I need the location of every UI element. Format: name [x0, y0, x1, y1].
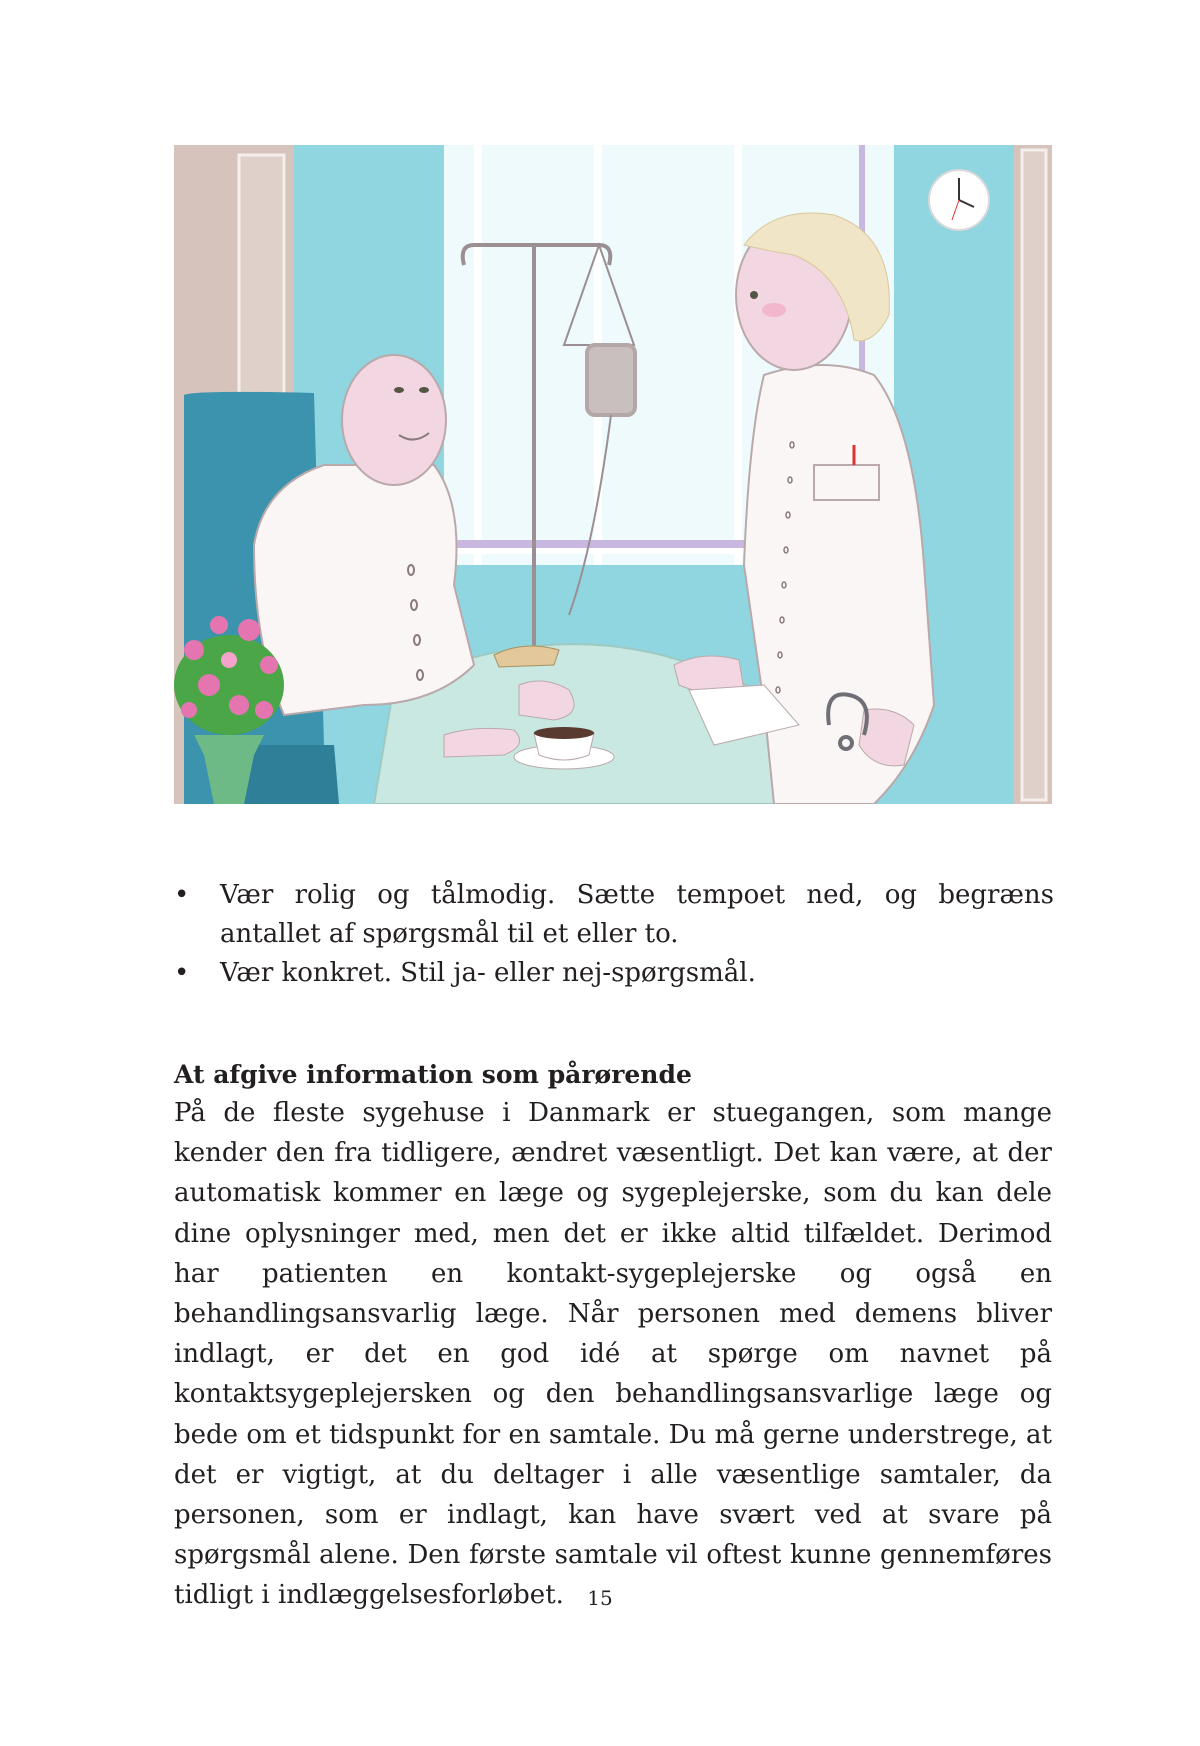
- page-number: 15: [587, 1586, 613, 1610]
- illustration: [174, 145, 1052, 804]
- body-paragraph: På de fleste sygehuse i Danmark er stuegangen, som mange kender den fra tidligere, ændret væsentligt. Det kan være, at der automatisk kommer en læge og sygeplejerske, som du kan dele dine oplysninger med, men det er ikke altid tilfældet. Derimod har patienten en kontakt-sygeplejerske og også en behandlingsansvarlig læge. Når personen med demens bliver indlagt, er det en god idé at spørge om navnet på kontaktsygeplejersken og den behandlingsansvarlige læge og bede om et tidspunkt for en samtale. Du må gerne understrege, at det er vigtigt, at du deltager i alle væsentlige samtaler, da personen, som er indlagt, kan have svært ved at svare på spørgsmål alene. Den første samtale vil oftest kunne gennemføres tidligt i indlæggelsesforløbet.: [174, 1098, 1052, 1611]
- bullet-item: [174, 954, 1054, 993]
- bullet-item: [174, 876, 1054, 954]
- bullet-symbol: •: [174, 880, 190, 910]
- bullet-list: [174, 876, 1054, 993]
- bullet-symbol: •: [174, 958, 190, 988]
- hospital-room-scene-icon: [174, 145, 1052, 804]
- bullet-text: Vær rolig og tålmodig. Sætte tempoet ned, og begræns antallet af spørgsmål til et eller to.: [220, 880, 1054, 949]
- wall-clock-icon: [929, 170, 989, 230]
- bullet-text: Vær konkret. Stil ja- eller nej-spørgsmål.: [220, 958, 756, 988]
- section-heading: At afgive information som pårørende: [174, 1060, 692, 1089]
